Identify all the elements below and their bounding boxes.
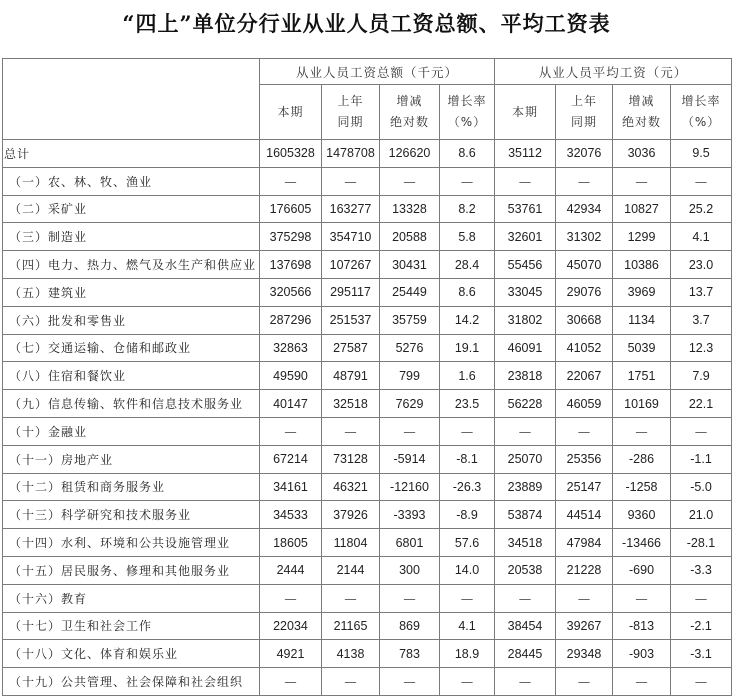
table-cell: — (671, 668, 732, 696)
table-cell: 5.8 (440, 223, 495, 251)
table-cell: 18605 (260, 529, 322, 557)
column-header (380, 85, 440, 140)
table-cell: — (260, 668, 322, 696)
table-cell: 32076 (556, 140, 613, 168)
table-cell: — (495, 584, 556, 612)
column-header-line: 增长率 (447, 94, 487, 108)
table-cell: — (495, 417, 556, 445)
table-row (3, 473, 732, 501)
table-cell: 30431 (380, 251, 440, 279)
table-cell: -28.1 (671, 529, 732, 557)
table-cell: -3393 (380, 501, 440, 529)
table-cell: -5.0 (671, 473, 732, 501)
table-cell: 3969 (613, 278, 671, 306)
industry-name: （七）交通运输、仓储和邮政业 (3, 334, 260, 362)
table-row (3, 556, 732, 584)
industry-name: （十四）水利、环境和公共设施管理业 (3, 529, 260, 557)
table-cell: — (495, 167, 556, 195)
table-cell: 32863 (260, 334, 322, 362)
table-cell: — (671, 417, 732, 445)
column-header-line: （%） (681, 115, 721, 129)
table-cell: -26.3 (440, 473, 495, 501)
table-cell: — (556, 417, 613, 445)
column-header (671, 85, 732, 140)
table-cell: 73128 (322, 445, 380, 473)
table-cell: 320566 (260, 278, 322, 306)
table-cell: 20538 (495, 556, 556, 584)
industry-name: （二）采矿业 (3, 195, 260, 223)
table-cell: — (440, 668, 495, 696)
industry-name: （一）农、林、牧、渔业 (3, 167, 260, 195)
table-cell: 42934 (556, 195, 613, 223)
table-cell: 14.0 (440, 556, 495, 584)
table-cell: — (260, 167, 322, 195)
table-cell: 1134 (613, 306, 671, 334)
table-row (3, 668, 732, 696)
table-cell: 31802 (495, 306, 556, 334)
table-cell: 12.3 (671, 334, 732, 362)
table-cell: 23.5 (440, 390, 495, 418)
column-header-line: 增长率 (681, 94, 721, 108)
table-cell: — (556, 167, 613, 195)
table-cell: — (322, 584, 380, 612)
table-cell: 25356 (556, 445, 613, 473)
table-cell: -2.1 (671, 612, 732, 640)
table-title: “四上”单位分行业从业人员工资总额、平均工资表 (122, 11, 611, 36)
industry-name: （十二）租赁和商务服务业 (3, 473, 260, 501)
table-cell: 23.0 (671, 251, 732, 279)
table-cell: 34533 (260, 501, 322, 529)
table-row (3, 306, 732, 334)
table-cell: 287296 (260, 306, 322, 334)
table-row (3, 195, 732, 223)
table-row (3, 140, 732, 168)
table-cell: 33045 (495, 278, 556, 306)
table-cell: 783 (380, 640, 440, 668)
column-header-line: 上年 (571, 94, 598, 108)
table-cell: 30668 (556, 306, 613, 334)
table-cell: 19.1 (440, 334, 495, 362)
column-header-line: 绝对数 (622, 115, 662, 129)
table-cell: -1.1 (671, 445, 732, 473)
table-cell: 25147 (556, 473, 613, 501)
column-header-line: 上年 (337, 94, 364, 108)
table-cell: 39267 (556, 612, 613, 640)
table-cell: — (322, 417, 380, 445)
table-cell: 67214 (260, 445, 322, 473)
industry-name: （八）住宿和餐饮业 (3, 362, 260, 390)
table-cell: 137698 (260, 251, 322, 279)
table-cell: 13.7 (671, 278, 732, 306)
table-cell: 44514 (556, 501, 613, 529)
table-cell: 13328 (380, 195, 440, 223)
table-cell: 11804 (322, 529, 380, 557)
column-header-line: （%） (447, 115, 487, 129)
industry-name: （四）电力、热力、燃气及水生产和供应业 (3, 251, 260, 279)
table-cell: 7.9 (671, 362, 732, 390)
column-header (260, 85, 322, 140)
table-cell: -12160 (380, 473, 440, 501)
industry-name: 总计 (3, 140, 260, 168)
table-cell: -903 (613, 640, 671, 668)
table-cell: 799 (380, 362, 440, 390)
table-cell: 1751 (613, 362, 671, 390)
table-row (3, 362, 732, 390)
table-cell: 29076 (556, 278, 613, 306)
table-row (3, 501, 732, 529)
table-cell: 4.1 (440, 612, 495, 640)
table-cell: -5914 (380, 445, 440, 473)
table-cell: 25449 (380, 278, 440, 306)
table-cell: 1.6 (440, 362, 495, 390)
table-cell: 35759 (380, 306, 440, 334)
table-cell: -813 (613, 612, 671, 640)
table-cell: 8.6 (440, 278, 495, 306)
table-cell: 295117 (322, 278, 380, 306)
table-cell: 4138 (322, 640, 380, 668)
table-cell: — (380, 417, 440, 445)
industry-name: （五）建筑业 (3, 278, 260, 306)
table-cell: 22067 (556, 362, 613, 390)
table-cell: — (671, 167, 732, 195)
table-cell: 41052 (556, 334, 613, 362)
column-header (440, 85, 495, 140)
table-cell: 1605328 (260, 140, 322, 168)
table-cell: 32518 (322, 390, 380, 418)
column-header-line: 本期 (277, 104, 304, 119)
table-cell: 34161 (260, 473, 322, 501)
table-cell: 5039 (613, 334, 671, 362)
table-cell: — (556, 584, 613, 612)
table-cell: — (380, 668, 440, 696)
table-cell: 2144 (322, 556, 380, 584)
table-cell: 56228 (495, 390, 556, 418)
table-cell: 28.4 (440, 251, 495, 279)
column-header (322, 85, 380, 140)
table-cell: 14.2 (440, 306, 495, 334)
table-cell: -13466 (613, 529, 671, 557)
table-cell: — (495, 668, 556, 696)
table-cell: — (322, 167, 380, 195)
table-cell: 23818 (495, 362, 556, 390)
table-cell: 21228 (556, 556, 613, 584)
industry-name: （十三）科学研究和技术服务业 (3, 501, 260, 529)
table-cell: 375298 (260, 223, 322, 251)
industry-header (3, 59, 260, 140)
table-cell: 46059 (556, 390, 613, 418)
table-cell: 46091 (495, 334, 556, 362)
industry-name: （三）制造业 (3, 223, 260, 251)
table-cell: -286 (613, 445, 671, 473)
table-row (3, 640, 732, 668)
table-cell: — (671, 584, 732, 612)
industry-name: （九）信息传输、软件和信息技术服务业 (3, 390, 260, 418)
column-header-line: 增减 (396, 94, 423, 108)
table-row (3, 584, 732, 612)
column-header-line: 增减 (628, 94, 655, 108)
table-cell: 3.7 (671, 306, 732, 334)
table-cell: 29348 (556, 640, 613, 668)
column-header-line: 本期 (512, 104, 539, 119)
table-cell: 7629 (380, 390, 440, 418)
industry-name: （十八）文化、体育和娱乐业 (3, 640, 260, 668)
table-cell: 10827 (613, 195, 671, 223)
industry-name: （十五）居民服务、修理和其他服务业 (3, 556, 260, 584)
industry-name: （十九）公共管理、社会保障和社会组织 (3, 668, 260, 696)
table-cell: 38454 (495, 612, 556, 640)
table-cell: 107267 (322, 251, 380, 279)
table-cell: — (613, 584, 671, 612)
table-cell: — (260, 417, 322, 445)
table-cell: 869 (380, 612, 440, 640)
table-cell: 48791 (322, 362, 380, 390)
table-cell: 55456 (495, 251, 556, 279)
table-cell: 57.6 (440, 529, 495, 557)
table-cell: — (613, 668, 671, 696)
table-cell: 49590 (260, 362, 322, 390)
table-cell: — (613, 417, 671, 445)
group-header-average-wage: 从业人员平均工资（元） (495, 59, 732, 85)
table-row (3, 223, 732, 251)
table-cell: — (556, 668, 613, 696)
table-cell: 10386 (613, 251, 671, 279)
table-row (3, 390, 732, 418)
table-cell: 34518 (495, 529, 556, 557)
table-row (3, 445, 732, 473)
table-cell: 10169 (613, 390, 671, 418)
table-row (3, 167, 732, 195)
table-cell: -8.1 (440, 445, 495, 473)
table-cell: 35112 (495, 140, 556, 168)
column-header (495, 85, 556, 140)
column-header (556, 85, 613, 140)
table-row (3, 278, 732, 306)
table-cell: -3.3 (671, 556, 732, 584)
table-cell: — (440, 167, 495, 195)
table-cell: 25.2 (671, 195, 732, 223)
table-cell: 9360 (613, 501, 671, 529)
table-cell: 3036 (613, 140, 671, 168)
table-cell: — (440, 584, 495, 612)
column-header-line: 同期 (571, 115, 598, 129)
table-cell: 22.1 (671, 390, 732, 418)
table-cell: 8.2 (440, 195, 495, 223)
group-header-total-wages: 从业人员工资总额（千元） (260, 59, 495, 85)
table-cell: 4.1 (671, 223, 732, 251)
table-row (3, 251, 732, 279)
table-cell: 53761 (495, 195, 556, 223)
industry-name: （十六）教育 (3, 584, 260, 612)
table-cell: — (260, 584, 322, 612)
wage-table (2, 58, 732, 696)
table-cell: 46321 (322, 473, 380, 501)
table-cell: 126620 (380, 140, 440, 168)
table-cell: -3.1 (671, 640, 732, 668)
table-cell: 176605 (260, 195, 322, 223)
table-row (3, 529, 732, 557)
table-cell: 20588 (380, 223, 440, 251)
table-row (3, 334, 732, 362)
table-cell: 28445 (495, 640, 556, 668)
table-cell: 8.6 (440, 140, 495, 168)
table-cell: 27587 (322, 334, 380, 362)
table-row (3, 612, 732, 640)
table-cell: 53874 (495, 501, 556, 529)
table-cell: 21165 (322, 612, 380, 640)
table-cell: 45070 (556, 251, 613, 279)
table-cell: — (380, 167, 440, 195)
table-cell: 1478708 (322, 140, 380, 168)
table-cell: 37926 (322, 501, 380, 529)
table-cell: 300 (380, 556, 440, 584)
table-cell: 32601 (495, 223, 556, 251)
table-row (3, 417, 732, 445)
table-cell: 21.0 (671, 501, 732, 529)
column-header-line: 同期 (337, 115, 364, 129)
table-cell: 4921 (260, 640, 322, 668)
industry-name: （十一）房地产业 (3, 445, 260, 473)
column-header-line: 绝对数 (389, 115, 429, 129)
table-cell: 251537 (322, 306, 380, 334)
table-cell: 1299 (613, 223, 671, 251)
table-cell: 2444 (260, 556, 322, 584)
industry-name: （十七）卫生和社会工作 (3, 612, 260, 640)
table-cell: 23889 (495, 473, 556, 501)
table-cell: 25070 (495, 445, 556, 473)
table-cell: — (613, 167, 671, 195)
table-cell: 163277 (322, 195, 380, 223)
table-cell: 40147 (260, 390, 322, 418)
table-cell: 31302 (556, 223, 613, 251)
table-cell: 18.9 (440, 640, 495, 668)
table-cell: -1258 (613, 473, 671, 501)
table-cell: 6801 (380, 529, 440, 557)
industry-name: （六）批发和零售业 (3, 306, 260, 334)
column-header (613, 85, 671, 140)
table-cell: 9.5 (671, 140, 732, 168)
industry-name: （十）金融业 (3, 417, 260, 445)
table-cell: 354710 (322, 223, 380, 251)
table-cell: — (380, 584, 440, 612)
table-cell: 5276 (380, 334, 440, 362)
table-cell: — (322, 668, 380, 696)
table-cell: 47984 (556, 529, 613, 557)
table-cell: -690 (613, 556, 671, 584)
table-cell: — (440, 417, 495, 445)
table-cell: -8.9 (440, 501, 495, 529)
table-cell: 22034 (260, 612, 322, 640)
